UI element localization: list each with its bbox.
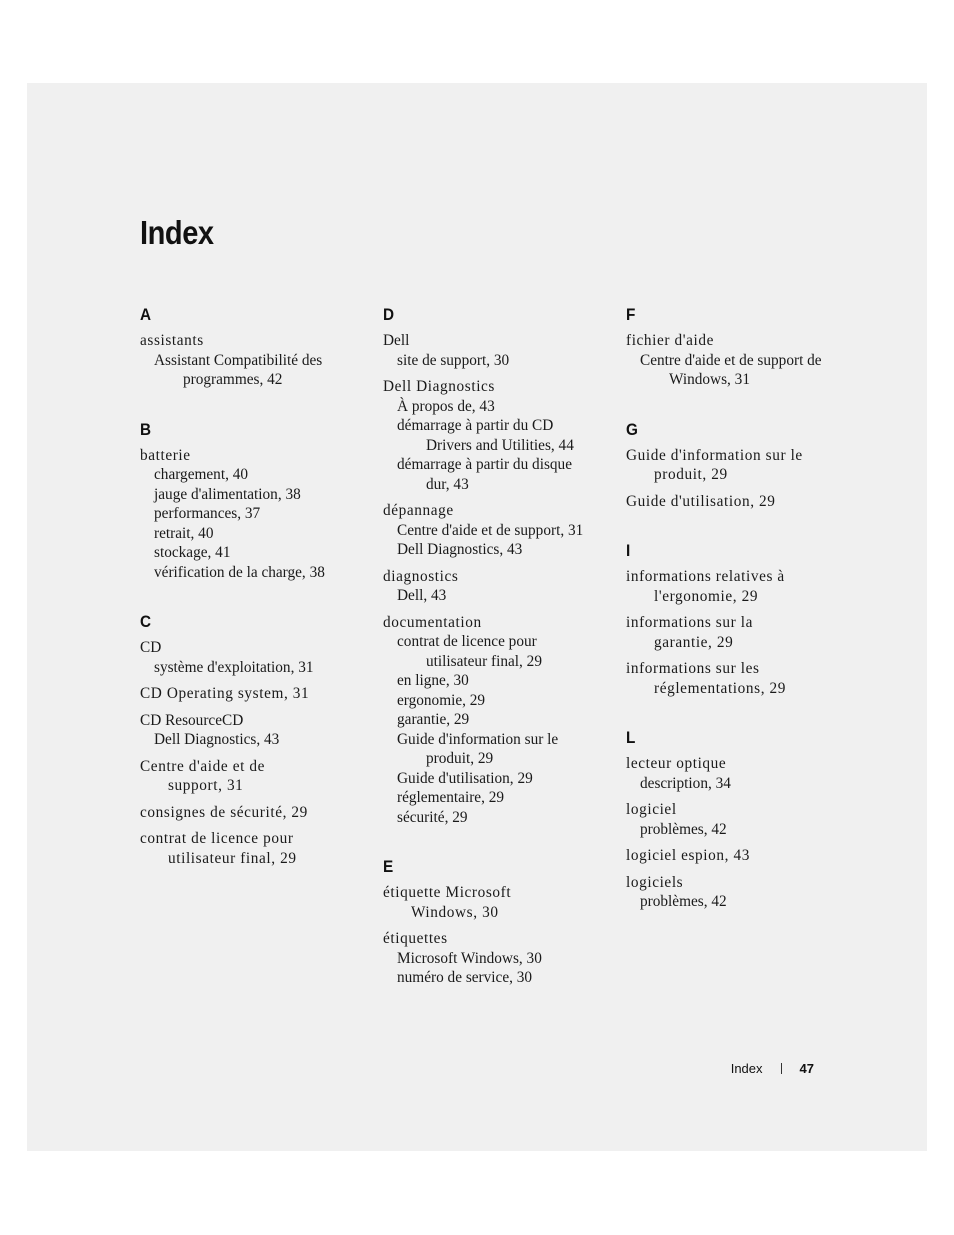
index-subentry: Assistant Compatibilité des (154, 351, 323, 369)
index-subentry: utilisateur final, 29 (426, 652, 542, 670)
index-subentry: site de support, 30 (397, 351, 510, 369)
entry-spacer (626, 652, 856, 659)
index-entry: Centre d'aide et de (140, 757, 266, 775)
index-subentry: problèmes, 42 (640, 820, 727, 838)
footer-separator (781, 1063, 782, 1074)
index-entry: logiciel espion, 43 (626, 847, 750, 864)
index-entry: Dell Diagnostics (383, 378, 495, 395)
index-entry: batterie (140, 446, 191, 464)
index-entry: contrat de licence pour (140, 830, 294, 847)
index-subentry: performances, 37 (154, 505, 261, 522)
index-entry: dépannage (383, 502, 454, 519)
index-subentry: contrat de licence pour (397, 633, 537, 650)
index-subentry: Windows, 30 (411, 903, 499, 921)
index-entry: diagnostics (383, 567, 459, 585)
entry-spacer (140, 822, 370, 829)
index-entry: lecteur optique (626, 755, 727, 772)
section-letter: L (626, 728, 636, 747)
index-entry: CD Operating system, 31 (140, 685, 310, 702)
index-subentry: démarrage à partir du CD (397, 417, 554, 434)
section-letter: I (626, 541, 631, 560)
index-entry: CD ResourceCD (140, 711, 244, 729)
index-subentry: numéro de service, 30 (397, 969, 533, 986)
index-subentry: Drivers and Utilities, 44 (426, 436, 574, 454)
index-subentry: Dell, 43 (397, 587, 447, 604)
entry-spacer (383, 606, 613, 613)
index-subentry: l'ergonomie, 29 (654, 587, 759, 605)
entry-spacer (383, 922, 613, 929)
index-subentry: problèmes, 42 (640, 893, 727, 910)
index-subentry: Windows, 31 (669, 371, 750, 388)
entry-spacer (626, 485, 856, 492)
index-entry: Dell (383, 332, 410, 349)
entry-spacer (383, 370, 613, 377)
index-entry: assistants (140, 332, 204, 349)
section-spacer (626, 390, 856, 418)
page-footer (731, 1061, 814, 1076)
index-subentry: Guide d'utilisation, 29 (397, 769, 533, 787)
footer-section-label: Index (730, 1061, 763, 1076)
index-entry: Guide d'utilisation, 29 (626, 492, 776, 510)
index-entry: CD (140, 639, 162, 656)
index-column-2 (383, 303, 613, 988)
index-subentry: dur, 43 (426, 475, 469, 493)
index-subentry: sécurité, 29 (397, 808, 468, 826)
index-column-3 (626, 303, 856, 912)
index-subentry: réglementations, 29 (654, 679, 787, 697)
section-spacer (626, 511, 856, 539)
entry-spacer (383, 560, 613, 567)
index-subentry: Guide d'information sur le (397, 730, 559, 748)
section-letter: E (383, 857, 394, 876)
index-subentry: démarrage à partir du disque (397, 456, 572, 473)
index-subentry: réglementaire, 29 (397, 789, 505, 806)
index-subentry: ergonomie, 29 (397, 691, 486, 709)
index-entry: informations sur la (626, 614, 753, 631)
index-subentry: À propos de, 43 (397, 397, 495, 415)
section-letter: D (383, 305, 395, 324)
section-spacer (140, 390, 370, 418)
section-letter: A (140, 305, 152, 324)
index-subentry: Centre d'aide et de support, 31 (397, 521, 584, 539)
index-entry: logiciel (626, 801, 677, 818)
entry-spacer (626, 606, 856, 613)
index-subentry: produit, 29 (426, 750, 494, 767)
index-subentry: en ligne, 30 (397, 672, 469, 689)
index-entry: logiciels (626, 873, 684, 891)
index-entry: informations relatives à (626, 568, 785, 585)
entry-spacer (626, 793, 856, 800)
entry-spacer (626, 866, 856, 873)
index-subentry: chargement, 40 (154, 466, 249, 483)
index-subentry: système d'exploitation, 31 (154, 658, 314, 676)
index-subentry: support, 31 (168, 777, 244, 794)
section-letter: C (140, 612, 152, 631)
index-entry: fichier d'aide (626, 332, 715, 349)
entry-spacer (140, 677, 370, 684)
section-spacer (383, 827, 613, 855)
index-subentry: produit, 29 (654, 466, 728, 483)
section-letter: B (140, 419, 152, 439)
index-subentry: garantie, 29 (654, 633, 734, 651)
index-subentry: Dell Diagnostics, 43 (154, 731, 280, 748)
entry-spacer (383, 494, 613, 501)
index-column-1 (140, 303, 370, 868)
index-entry: étiquettes (383, 930, 448, 947)
entry-spacer (140, 796, 370, 803)
index-subentry: Microsoft Windows, 30 (397, 949, 542, 967)
index-entry: étiquette Microsoft (383, 884, 512, 901)
section-letter: G (626, 419, 638, 439)
section-spacer (626, 698, 856, 726)
index-subentry: Centre d'aide et de support de (640, 351, 822, 369)
index-subentry: stockage, 41 (154, 544, 231, 561)
index-entry: consignes de sécurité, 29 (140, 803, 308, 821)
page-title: Index (140, 214, 214, 251)
index-entry: documentation (383, 613, 482, 631)
entry-spacer (140, 750, 370, 757)
index-subentry: retrait, 40 (154, 524, 214, 542)
index-entry: informations sur les (626, 660, 760, 677)
section-letter: F (626, 305, 636, 324)
index-subentry: jauge d'alimentation, 38 (154, 485, 301, 503)
index-subentry: vérification de la charge, 38 (154, 563, 325, 581)
index-subentry: programmes, 42 (183, 371, 283, 388)
page-number: 47 (799, 1061, 814, 1076)
index-entry: Guide d'information sur le (626, 446, 803, 464)
index-subentry: Dell Diagnostics, 43 (397, 541, 523, 558)
index-subentry: utilisateur final, 29 (168, 849, 297, 867)
entry-spacer (140, 704, 370, 711)
index-subentry: garantie, 29 (397, 711, 470, 728)
entry-spacer (626, 839, 856, 846)
index-subentry: description, 34 (640, 774, 731, 792)
section-spacer (140, 582, 370, 610)
